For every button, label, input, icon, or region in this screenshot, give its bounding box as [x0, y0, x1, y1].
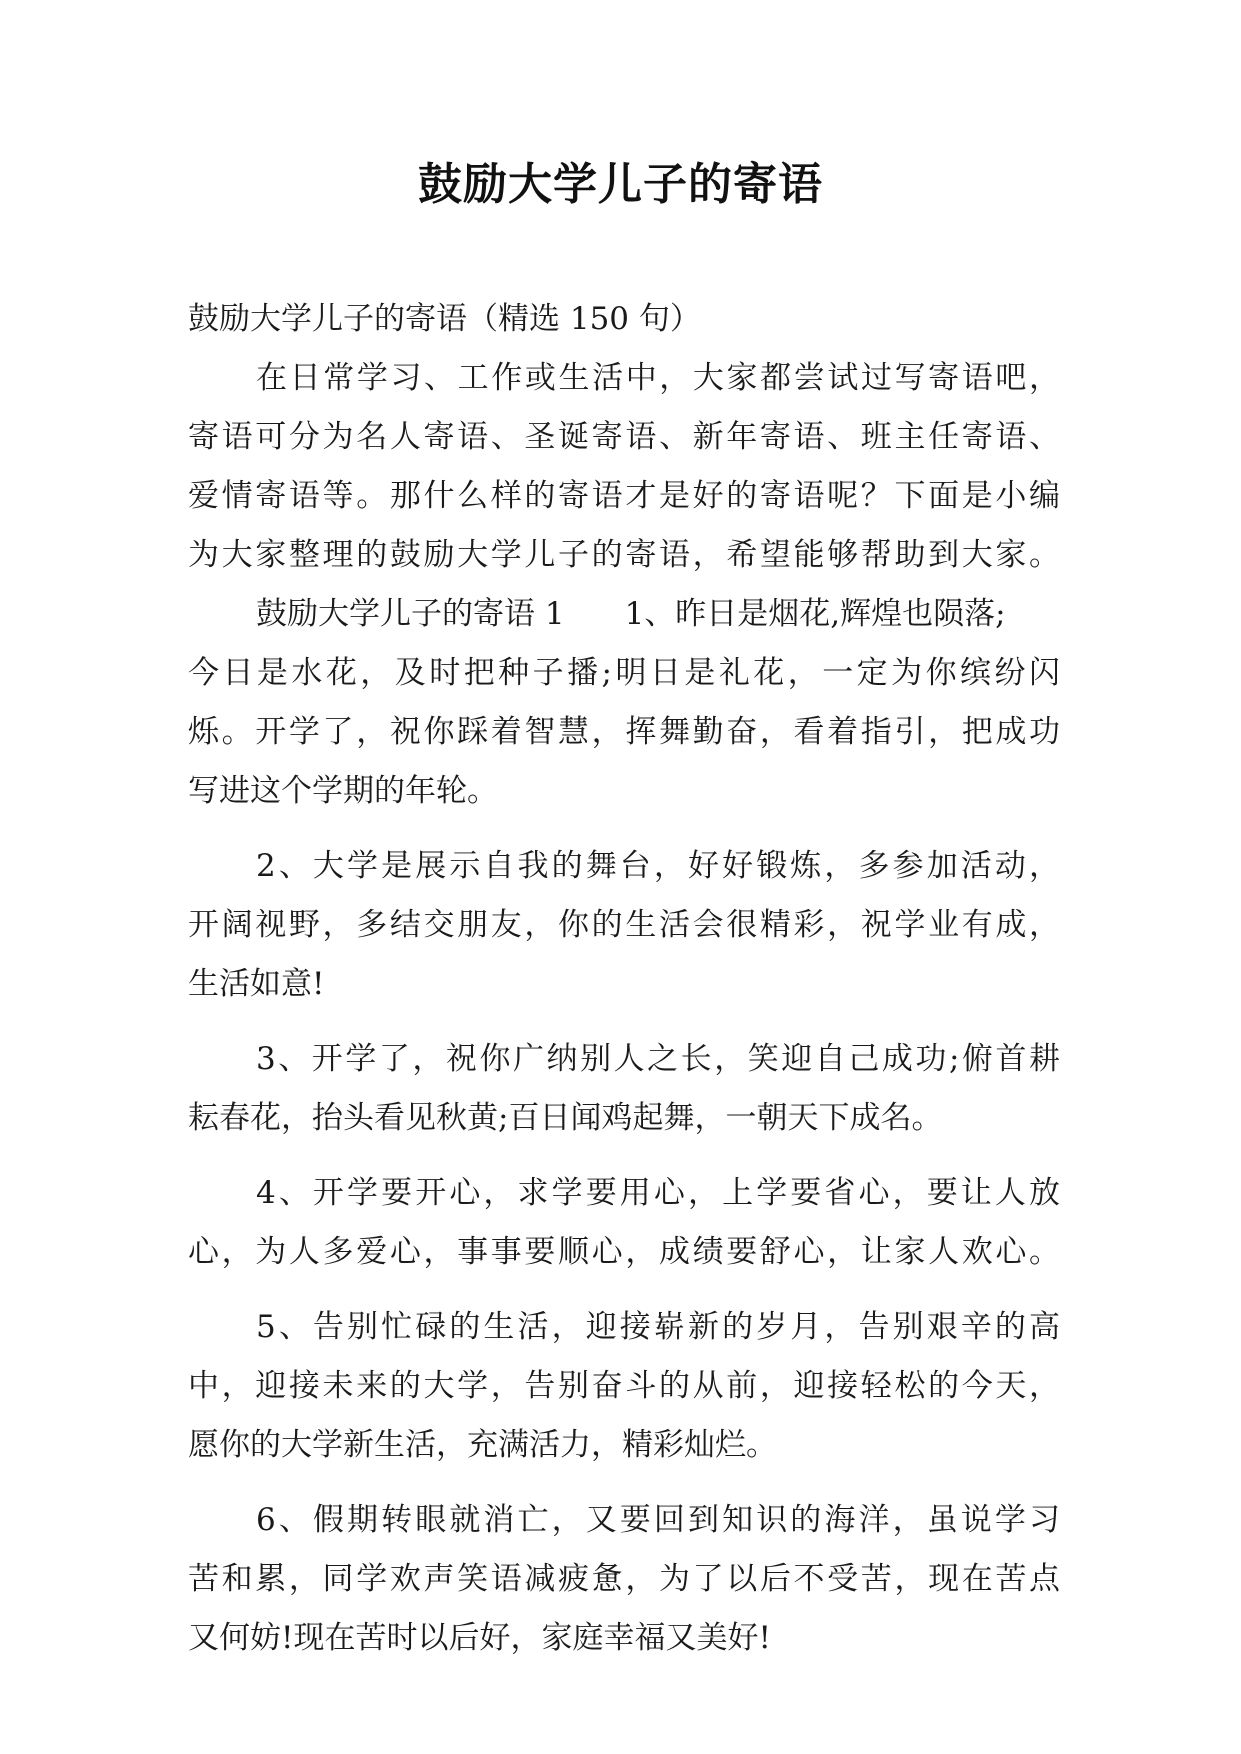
- paragraph-gap: [188, 821, 1060, 837]
- item-3-paragraph: [188, 1030, 1060, 1148]
- section-heading: 鼓励大学儿子的寄语 1: [256, 596, 565, 632]
- item-line: 2、大学是展示自我的舞台，好好锻炼，多参加活动，: [256, 848, 1060, 884]
- item-line: 耘春花，抬头看见秋黄;百日闻鸡起舞，一朝天下成名。: [188, 1100, 943, 1136]
- item-line: 又何妨!现在苦时以后好，家庭幸福又美好!: [188, 1620, 771, 1656]
- item-line: 1、昨日是烟花,辉煌也陨落;: [624, 596, 1006, 632]
- item-line: 写进这个学期的年轮。: [188, 773, 498, 809]
- item-4-paragraph: [188, 1164, 1060, 1282]
- item-line: 生活如意!: [188, 966, 325, 1002]
- item-line: 开阔视野，多结交朋友，你的生活会很精彩，祝学业有成，: [188, 907, 1060, 943]
- subtitle: 鼓励大学儿子的寄语（精选 150 句）: [188, 301, 701, 337]
- item-line: 5、告别忙碌的生活，迎接崭新的岁月，告别艰辛的高: [256, 1309, 1060, 1345]
- paragraph-gap: [188, 1148, 1060, 1164]
- document-body: [188, 290, 1060, 1668]
- item-6-paragraph: [188, 1491, 1060, 1668]
- intro-line: 在日常学习、工作或生活中，大家都尝试过写寄语吧，: [256, 360, 1060, 396]
- paragraph-gap: [188, 1282, 1060, 1298]
- item-line: 中，迎接未来的大学，告别奋斗的从前，迎接轻松的今天，: [188, 1368, 1060, 1404]
- intro-line: 爱情寄语等。那什么样的寄语才是好的寄语呢？下面是小编: [188, 478, 1060, 514]
- intro-line: 为大家整理的鼓励大学儿子的寄语，希望能够帮助到大家。: [188, 537, 1060, 573]
- item-5-paragraph: [188, 1298, 1060, 1475]
- item-line: 4、开学要开心，求学要用心，上学要省心，要让人放: [256, 1175, 1060, 1211]
- intro-line: 寄语可分为名人寄语、圣诞寄语、新年寄语、班主任寄语、: [188, 419, 1060, 455]
- item-1-first-line: [188, 585, 1060, 644]
- item-line: 烁。开学了，祝你踩着智慧，挥舞勤奋，看着指引，把成功: [188, 714, 1060, 750]
- item-line: 3、开学了，祝你广纳别人之长，笑迎自己成功;俯首耕: [256, 1041, 1060, 1077]
- intro-paragraph: [188, 349, 1060, 585]
- item-2-paragraph: [188, 837, 1060, 1014]
- item-line: 今日是水花，及时把种子播;明日是礼花，一定为你缤纷闪: [188, 655, 1060, 691]
- item-line: 6、假期转眼就消亡，又要回到知识的海洋，虽说学习: [256, 1502, 1060, 1538]
- item-line: 苦和累，同学欢声笑语减疲惫，为了以后不受苦，现在苦点: [188, 1561, 1060, 1597]
- document-title: 鼓励大学儿子的寄语: [418, 159, 823, 210]
- paragraph-gap: [188, 1014, 1060, 1030]
- item-line: 心，为人多爱心，事事要顺心，成绩要舒心，让家人欢心。: [188, 1234, 1060, 1270]
- item-line: 愿你的大学新生活，充满活力，精彩灿烂。: [188, 1427, 777, 1463]
- paragraph-gap: [188, 1475, 1060, 1491]
- item-1-paragraph: [188, 585, 1060, 821]
